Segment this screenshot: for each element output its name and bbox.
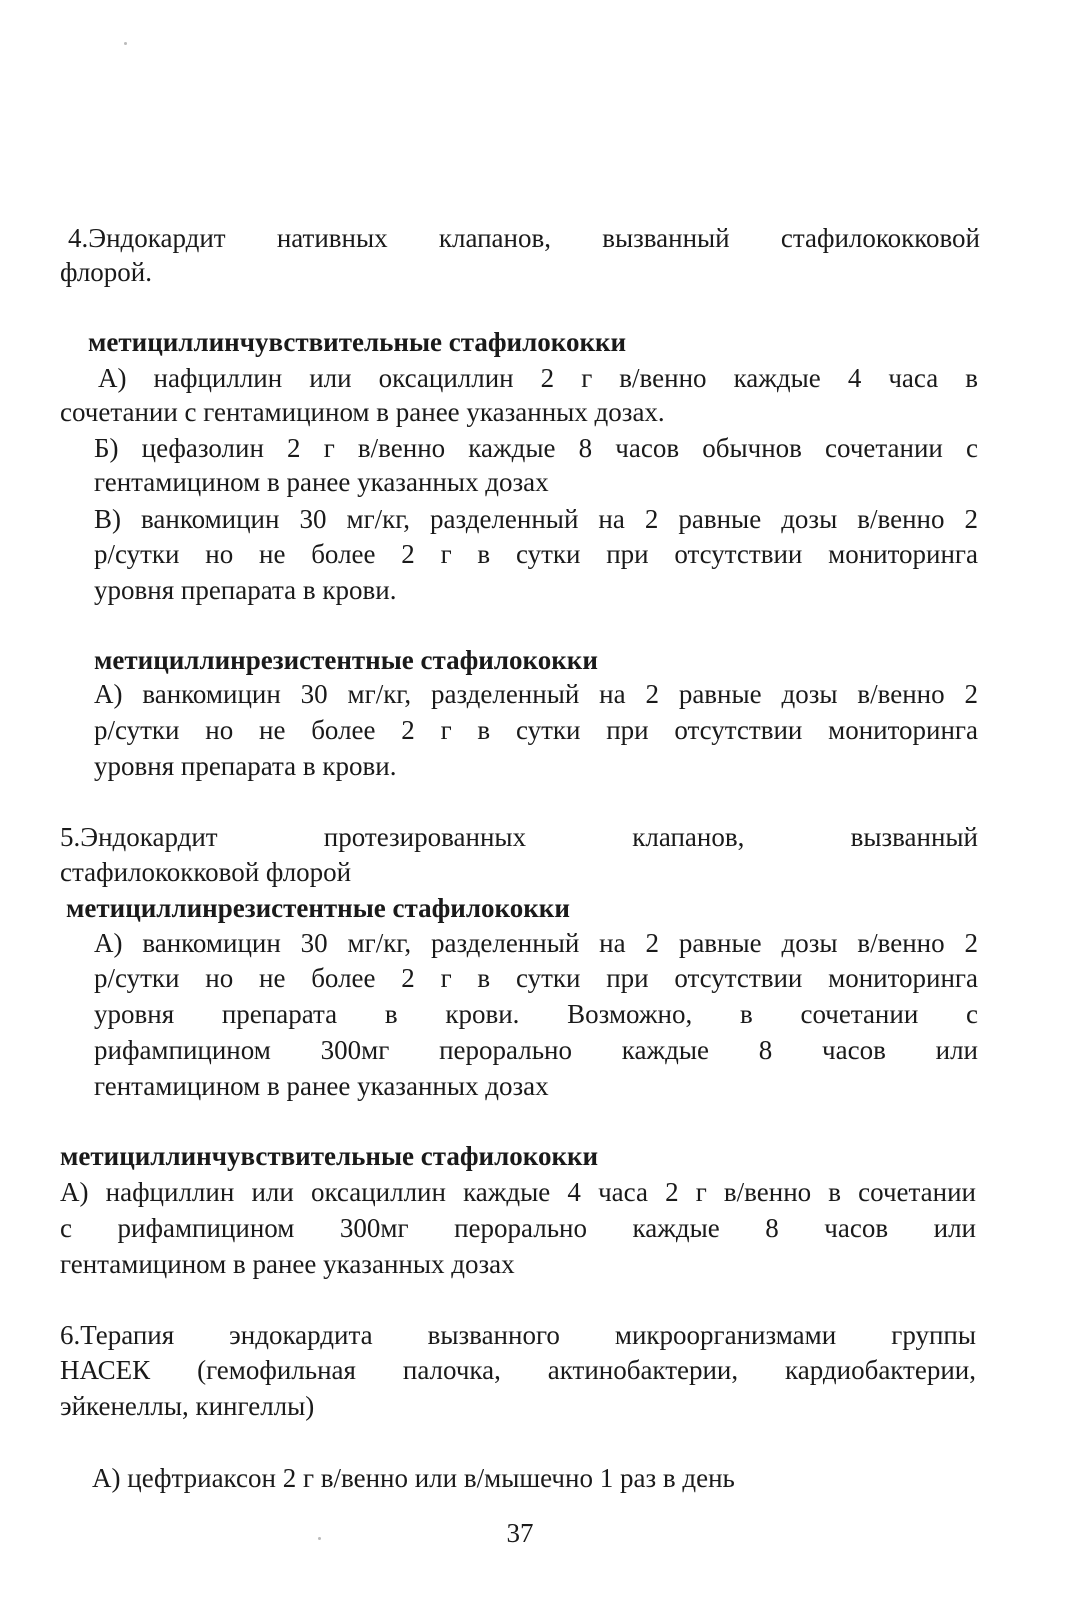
section4-sensitive-b-line2: гентамицином в ранее указанных дозах (94, 467, 549, 497)
section5-sensitive-title: метициллинчувствительные стафилококки (60, 1141, 599, 1171)
section5-resistant-a-line3: уровня препарата в крови. Возможно, в сочетании с (94, 999, 978, 1029)
section6-a-line1: А) цефтриаксон 2 г в/венно или в/мышечно 1 раз в день (92, 1463, 735, 1493)
document-page (60, 0, 980, 1601)
section5-sensitive-a-line2: с рифампицином 300мг перорально каждые 8 часов или (60, 1213, 976, 1243)
section4-heading-line2: флорой. (60, 257, 152, 287)
section5-resistant-a-line5: гентамицином в ранее указанных дозах (94, 1071, 549, 1101)
section5-sensitive-a-line1: А) нафциллин или оксациллин каждые 4 часа 2 г в/венно в сочетании (60, 1177, 976, 1207)
scan-speck (318, 1537, 321, 1540)
section5-resistant-a-line2: р/сутки но не более 2 г в сутки при отсутствии мониторинга (94, 963, 978, 993)
scan-speck (124, 42, 127, 45)
section4-sensitive-a-line1: А) нафциллин или оксациллин 2 г в/венно каждые 4 часа в (98, 363, 978, 393)
section5-resistant-a-line1: А) ванкомицин 30 мг/кг, разделенный на 2 равные дозы в/венно 2 (94, 928, 978, 958)
section4-sensitive-title: метициллинчувствительные стафилококки (88, 327, 627, 357)
section5-sensitive-a-line3: гентамицином в ранее указанных дозах (60, 1249, 515, 1279)
section4-resistant-a-line3: уровня препарата в крови. (94, 751, 397, 781)
section5-heading-line2: стафилококковой флорой (60, 857, 352, 887)
section4-sensitive-c-line3: уровня препарата в крови. (94, 575, 397, 605)
section4-sensitive-a-line2: сочетании с гентамицином в ранее указанных дозах. (60, 397, 665, 427)
section5-resistant-a-line4: рифампицином 300мг перорально каждые 8 часов или (94, 1035, 978, 1065)
section4-sensitive-c-line1: В) ванкомицин 30 мг/кг, разделенный на 2 равные дозы в/венно 2 (94, 504, 978, 534)
section5-heading-line1: 5.Эндокардит протезированных клапанов, вызванный (60, 822, 978, 852)
section5-resistant-title: метициллинрезистентные стафилококки (66, 893, 570, 923)
section6-heading-line2: НАСЕК (гемофильная палочка, актинобактерии, кардиобактерии, (60, 1355, 976, 1385)
section6-heading-line3: эйкенеллы, кингеллы) (60, 1391, 315, 1421)
section6-heading-line1: 6.Терапия эндокардита вызванного микроорганизмами группы (60, 1320, 976, 1350)
page-number: 37 (506, 1518, 534, 1548)
section4-resistant-a-line2: р/сутки но не более 2 г в сутки при отсутствии мониторинга (94, 715, 978, 745)
section4-sensitive-c-line2: р/сутки но не более 2 г в сутки при отсутствии мониторинга (94, 539, 978, 569)
section4-heading-line1: 4.Эндокардит нативных клапанов, вызванный стафилококковой (68, 223, 980, 253)
section4-resistant-title: метициллинрезистентные стафилококки (94, 645, 598, 675)
section4-resistant-a-line1: А) ванкомицин 30 мг/кг, разделенный на 2 равные дозы в/венно 2 (94, 679, 978, 709)
section4-sensitive-b-line1: Б) цефазолин 2 г в/венно каждые 8 часов обычнов сочетании с (94, 433, 978, 463)
